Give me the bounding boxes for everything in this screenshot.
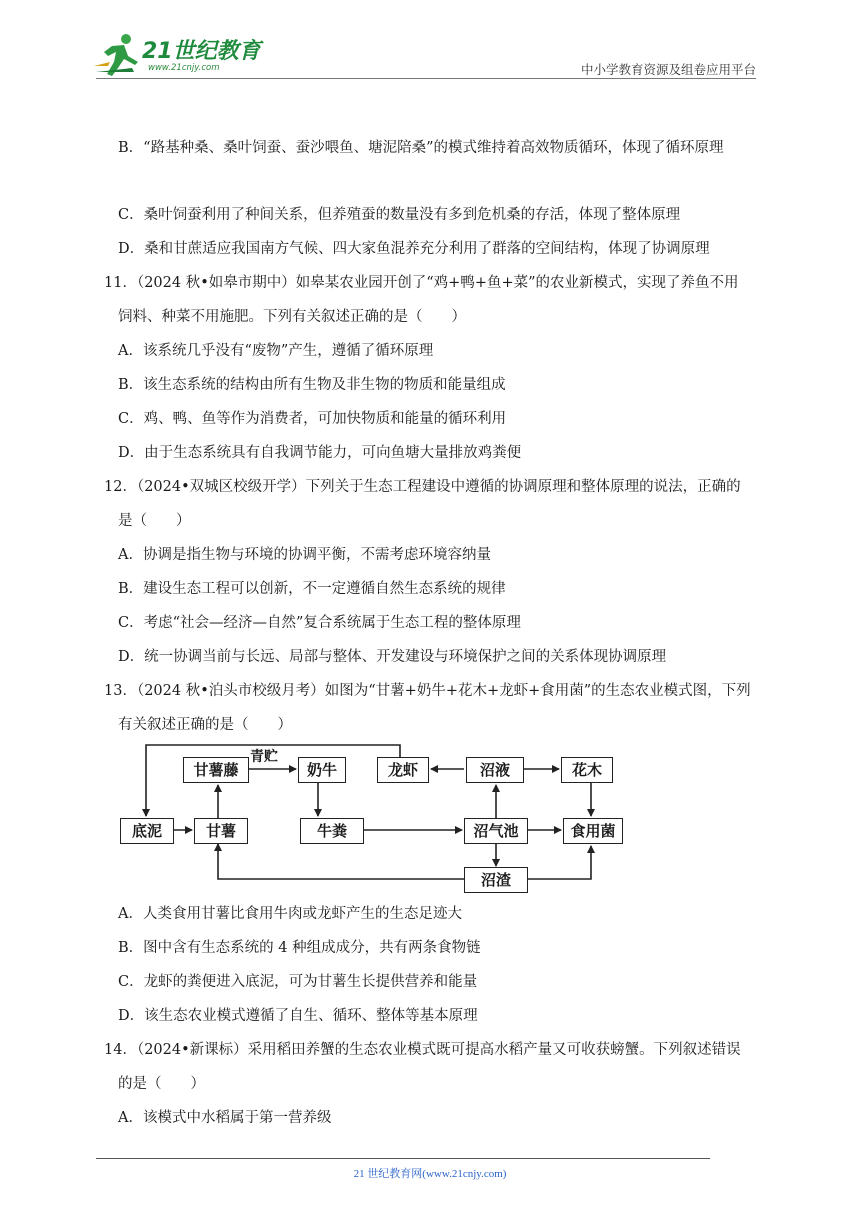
footer-divider — [96, 1158, 710, 1159]
q12-option-d: D．统一协调当前与长远、局部与整体、开发建设与环境保护之间的关系体现协调原理 — [118, 649, 667, 665]
q13-option-c: C．龙虾的粪便进入底泥，可为甘薯生长提供营养和能量 — [118, 974, 478, 990]
node-longxia: 龙虾 — [377, 757, 429, 783]
logo-text: 21世纪教育 — [142, 39, 261, 64]
q14-option-a: A．该模式中水稻属于第一营养级 — [118, 1110, 332, 1126]
q11-option-d: D．由于生态系统具有自我调节能力，可向鱼塘大量排放鸡粪便 — [118, 445, 522, 461]
q10-option-d: D．桑和甘蔗适应我国南方气候、四大家鱼混养充分利用了群落的空间结构，体现了协调原理 — [118, 241, 710, 257]
q11-option-b: B．该生态系统的结构由所有生物及非生物的物质和能量组成 — [118, 377, 506, 393]
q11-stem: 11．（2024 秋•如皋市期中）如皋某农业园开创了“鸡+鸭+鱼+菜”的农业新模式，实现了养鱼不用 — [104, 275, 739, 291]
logo-url: www.21cnjy.com — [148, 63, 220, 73]
node-ganshu: 甘薯 — [194, 818, 248, 844]
runner-logo-icon — [92, 32, 148, 76]
q12-stem: 12．（2024•双城区校级开学）下列关于生态工程建设中遵循的协调原理和整体原理的说法，正确的 — [104, 479, 741, 495]
q13-stem: 13．（2024 秋•泊头市校级月考）如图为“甘薯+奶牛+花木+龙虾+食用菌”的生态农业模式图，下列 — [104, 683, 751, 699]
node-zhaoqichi: 沼气池 — [464, 818, 528, 844]
node-ganshuteng: 甘薯藤 — [183, 757, 249, 783]
node-nainiu: 奶牛 — [298, 757, 346, 783]
q14-stem-cont: 的是（ ） — [118, 1076, 205, 1092]
label-qingzhu: 青贮 — [250, 749, 278, 765]
node-niufen: 牛粪 — [300, 818, 364, 844]
q10-option-c: C．桑叶饲蚕利用了种间关系，但养殖蚕的数量没有多到危机桑的存活，体现了整体原理 — [118, 207, 681, 223]
node-shiyongjun: 食用菌 — [563, 818, 623, 844]
q14-stem: 14．（2024•新课标）采用稻田养蟹的生态农业模式既可提高水稻产量又可收获螃蟹。下列叙述错误 — [104, 1042, 741, 1058]
page-header — [0, 0, 860, 80]
q12-option-c: C．考虑“社会—经济—自然”复合系统属于生态工程的整体原理 — [118, 615, 521, 631]
site-logo[interactable] — [92, 32, 262, 78]
eco-agriculture-diagram — [118, 742, 618, 892]
q13-option-a: A．人类食用甘薯比食用牛肉或龙虾产生的生态足迹大 — [118, 906, 462, 922]
q10-option-b: B．“路基种桑、桑叶饲蚕、蚕沙喂鱼、塘泥陪桑”的模式维持着高效物质循环，体现了循环原理 — [118, 140, 724, 156]
node-zhaozha: 沼渣 — [464, 867, 528, 893]
q13-option-b: B．图中含有生态系统的 4 种组成成分，共有两条食物链 — [118, 940, 481, 956]
q13-stem-cont: 有关叙述正确的是（ ） — [118, 717, 292, 733]
q11-option-a: A．该系统几乎没有“废物”产生，遵循了循环原理 — [118, 343, 434, 359]
node-huamu: 花木 — [561, 757, 613, 783]
q11-stem-cont: 饲料、种菜不用施肥。下列有关叙述正确的是（ ） — [118, 309, 466, 325]
node-zhaoye: 沼液 — [466, 757, 524, 783]
q13-option-d: D．该生态农业模式遵循了自生、循环、整体等基本原理 — [118, 1008, 478, 1024]
platform-title: 中小学教育资源及组卷应用平台 — [580, 62, 756, 77]
node-dini: 底泥 — [120, 818, 174, 844]
q12-option-a: A．协调是指生物与环境的协调平衡，不需考虑环境容纳量 — [118, 547, 491, 563]
header-divider — [96, 78, 756, 79]
q12-option-b: B．建设生态工程可以创新，不一定遵循自然生态系统的规律 — [118, 581, 506, 597]
q12-stem-cont: 是（ ） — [118, 513, 191, 529]
q11-option-c: C．鸡、鸭、鱼等作为消费者，可加快物质和能量的循环利用 — [118, 411, 507, 427]
footer-link[interactable]: 21 世纪教育网(www.21cnjy.com) — [353, 1168, 507, 1180]
